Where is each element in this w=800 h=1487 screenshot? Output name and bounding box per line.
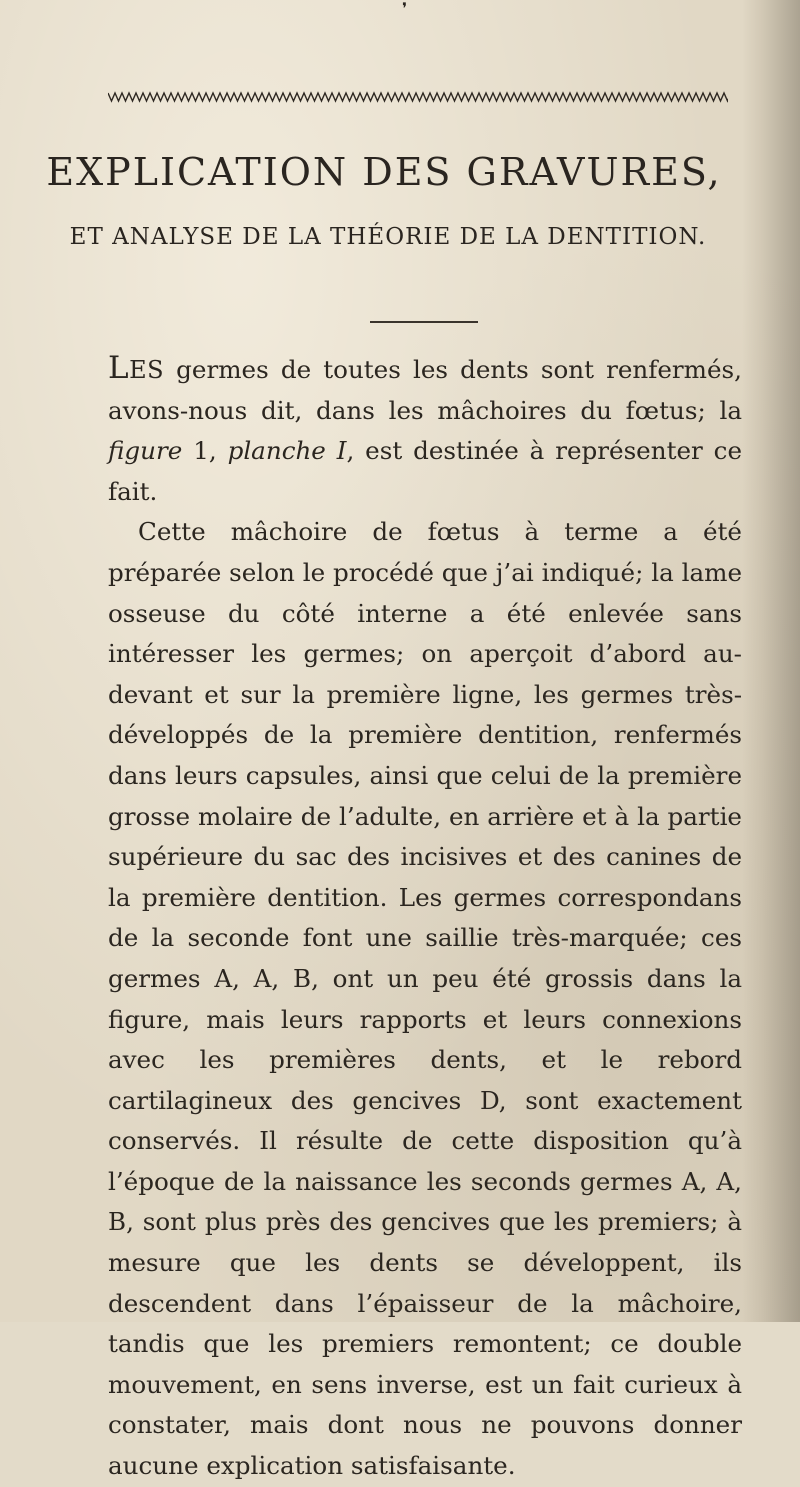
paragraph-1-text-c: , est destinée à représenter ce fait. — [108, 436, 742, 506]
paragraph-2: Cette mâchoire de fœtus à terme a été préparée selon le procédé que j’ai indiqué; la lame osseuse du côté interne a été enlevée sans intéresser les germes; on aperçoit d’abord au-devant et sur la première ligne, les germes très-développés de la première dentition, renfermés dans leurs capsules, ainsi que celui de la première grosse molaire de l’adulte, en arrière et à la partie supérieure du sac des incisives et des canines de la première dentition. Les germes correspondans de la seconde font une saillie très-marquée; ces germes A, A, B, ont un peu été grossis dans la figure, mais leurs rapports et leurs connexions avec les premières dents, et le rebord cartilagineux des gencives D, sont exactement conservés. Il résulte de cette disposition qu’à l’époque de la naissance les seconds germes A, A, B, sont plus près des gencives que les premiers; à mesure que les dents se développent, ils descendent dans l’épaisseur de la mâchoire, tandis que les premiers remontent; ce double mouvement, en sens inverse, est un fait curieux à constater, mais dont nous ne pouvons donner aucune explication satisfaisante. — [108, 517, 742, 1481]
body-text — [108, 348, 742, 1487]
opening-word — [108, 350, 165, 386]
figure-reference: figure — [108, 436, 183, 466]
page-subtitle: ET ANALYSE DE LA THÉORIE DE LA DENTITION. — [69, 224, 707, 250]
ink-mark-icon: ❜ — [402, 0, 408, 18]
section-divider — [370, 321, 478, 323]
zigzag-rule-icon — [108, 91, 728, 103]
zigzag-line — [108, 93, 728, 101]
paragraph-1 — [108, 348, 742, 512]
paragraph-1-text-b: 1, — [182, 436, 228, 466]
decorative-header-rule — [108, 91, 728, 103]
paragraph-1-text-a: germes de toutes les dents sont renfermés, avons-nous dit, dans les mâchoires du fœtus; la — [108, 355, 742, 425]
page-title: EXPLICATION DES GRAVURES, — [46, 150, 722, 194]
initial-letter: L — [108, 350, 130, 386]
plate-reference: planche I — [227, 436, 347, 466]
initial-letter-rest: ES — [129, 356, 165, 384]
page-edge-shadow — [742, 0, 800, 1322]
